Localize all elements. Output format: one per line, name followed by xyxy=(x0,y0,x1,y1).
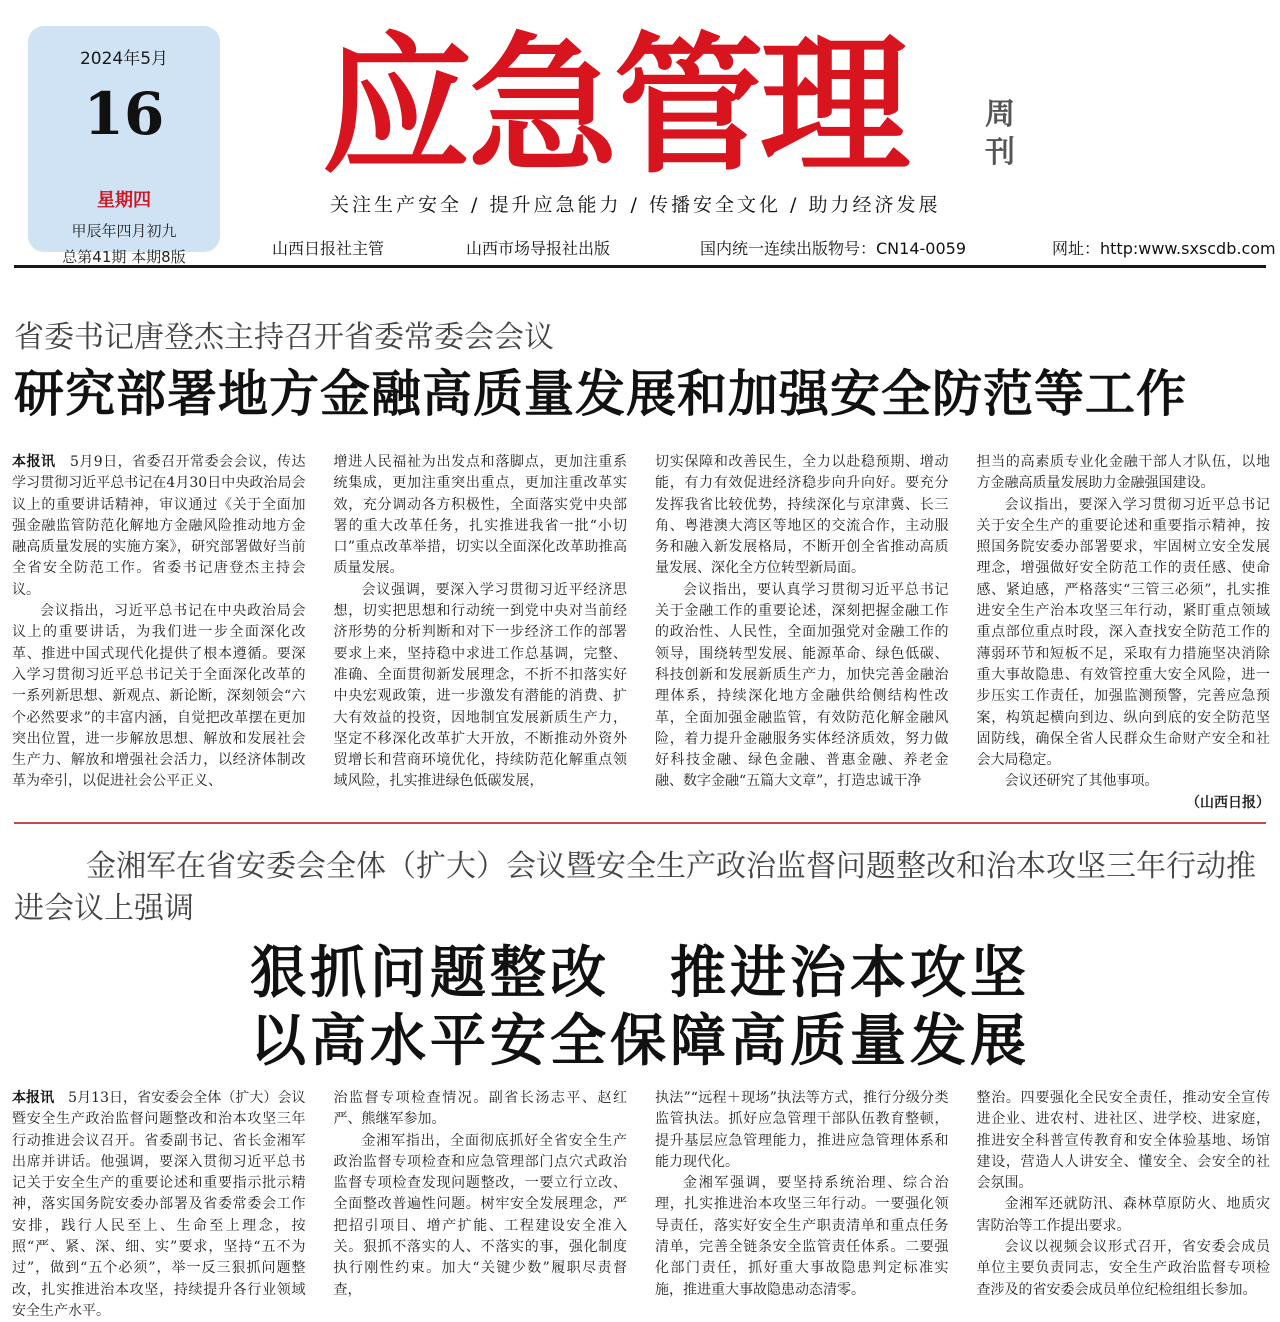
serial-number: 国内统一连续出版物号：CN14-0059 xyxy=(700,239,966,258)
website[interactable]: 网址：http:www.sxscdb.com xyxy=(1052,239,1276,258)
slogan: 关注生产安全 / 提升应急能力 / 传播安全文化 / 助力经济发展 xyxy=(330,194,941,216)
article2-paragraph: 执法”“远程＋现场”执法等方式，推行分级分类监管执法。抓好应急管理干部队伍教育整顿，提升基层应急管理能力，推进应急管理体系和能力现代化。 xyxy=(655,1090,949,1170)
article1-lead-label: 本报讯 xyxy=(12,454,56,470)
section-divider xyxy=(14,822,1266,824)
day-number: 16 xyxy=(83,80,165,148)
article2-paragraph: 会议以视频会议形式召开，省安委会成员单位主要负责同志，安全生产政治监督专项检查涉及的省安委会成员单位纪检组组长参加。 xyxy=(976,1239,1270,1298)
publisher: 山西市场导报社出版 xyxy=(466,239,611,258)
article2-body xyxy=(12,1088,1270,1319)
year-month: 2024年5月 xyxy=(79,49,169,69)
article2-paragraph: 整治。四要强化全民安全责任，推动安全宣传进企业、进农村、进社区、进学校、进家庭，推进安全科普宣传教育和安全体验基地、场馆建设，营造人人讲安全、懂安全、会安全的社会氛围。 xyxy=(976,1090,1270,1192)
article2-column-1 xyxy=(12,1088,306,1322)
sponsor: 山西日报社主管 xyxy=(272,239,385,258)
article2-column-3 xyxy=(655,1088,949,1322)
article1-column-1 xyxy=(12,452,306,814)
lunar-date: 甲辰年四月初九 xyxy=(71,222,177,240)
weekday: 星期四 xyxy=(97,190,151,211)
article1-paragraph: 本报讯 5月9日，省委召开常委会会议，传达学习贯彻习近平总书记在4月30日中央政治局会议上的重要讲话精神，审议通过《关于全面加强金融监管防范化解地方金融风险推动地方金融高质量发展的实施方案》，研究部署做好当前全省安全防范工作。省委书记唐登杰主持会议。 xyxy=(12,454,306,598)
article1-paragraph: 会议强调，要深入学习贯彻习近平经济思想，切实把思想和行动统一到党中央对当前经济形势的分析判断和对下一步经济工作的部署要求上来，坚持稳中求进工作总基调，完整、准确、全面贯彻新发展理念，不折不扣落实好中央宏观政策，进一步激发有潜能的消费、扩大有效益的投资，因地制宜发展新质生产力，坚定不移深化改革扩大开放，不断推动外资外贸增长和营商环境优化，持续防范化解重点领域风险，扎实推进绿色低碳发展， xyxy=(333,581,627,790)
article2-paragraph: 金湘军强调，要坚持系统治理、综合治理，扎实推进治本攻坚三年行动。一要强化领导责任，落实好安全生产职责清单和重点任务清单，完善全链条安全监管责任体系。二要强化部门责任，抓好重大事故隐患判定标准实施，推进重大事故隐患动态清零。 xyxy=(655,1175,949,1298)
publication-info-bar xyxy=(14,228,1276,268)
article1-body xyxy=(12,452,1270,811)
article2-paragraph: 本报讯 5月13日，省安委会全体（扩大）会议暨安全生产政治监督问题整改和治本攻坚三年行动推进会议召开。省委副书记、省长金湘军出席并讲话。他强调，要深入贯彻习近平总书记关于安全生产的重要论述和重要指示批示精神，落实国务院安委办部署及省委常委会工作安排，践行人民至上、生命至上理念，按照“严、紧、深、细、实”要求，坚持“五不为过”，做到“五个必须”，举一反三狠抓问题整改，扎实推进治本攻坚，持续提升各行业领域安全生产水平。 xyxy=(12,1090,306,1319)
article2-kicker: 金湘军在省安委会全体（扩大）会议暨安全生产政治监督问题整改和治本攻坚三年行动推进会议上强调 xyxy=(14,849,1256,926)
article1-paragraph: 切实保障和改善民生，全力以赴稳预期、增动能，有力有效促进经济稳步向升向好。要充分发挥我省比较优势，持续深化与京津冀、长三角、粤港澳大湾区等地区的交流合作，主动服务和融入新发展格局，不断开创全省推动高质量发展、深化全方位转型新局面。 xyxy=(655,454,949,577)
article2-headline-line1: 狠抓问题整改 推进治本攻坚 xyxy=(250,940,1030,1006)
weekly-label: 周刊 xyxy=(985,97,1015,170)
article2-paragraph: 治监督专项检查情况。副省长汤志平、赵红严、熊继军参加。 xyxy=(333,1090,627,1128)
article1-column-3 xyxy=(655,452,949,814)
issue-number: 总第41期 本期8版 xyxy=(62,248,186,266)
article1-source: （山西日报） xyxy=(1186,794,1270,811)
article2-column-4 xyxy=(977,1088,1271,1322)
article2-paragraph: 金湘军还就防汛、森林草原防火、地质灾害防治等工作提出要求。 xyxy=(976,1196,1270,1234)
article1-paragraph: 会议指出，要认真学习贯彻习近平总书记关于金融工作的重要论述，深刻把握金融工作的政治性、人民性，全面加强党对金融工作的领导，围绕转型发展、能源革命、绿色低碳、科技创新和发展新质生产力，加快完善金融治理体系，持续深化地方金融供给侧结构性改革，全面加强金融监管，有效防范化解金融风险，着力提升金融服务实体经济质效，努力做好科技金融、绿色金融、普惠金融、养老金融、数字金融“五篇大文章”，打造忠诚干净 xyxy=(655,581,949,790)
date-box xyxy=(28,26,220,266)
article1-paragraph: 担当的高素质专业化金融干部人才队伍，以地方金融高质量发展助力金融强国建设。 xyxy=(976,454,1270,492)
article1-kicker: 省委书记唐登杰主持召开省委常委会会议 xyxy=(14,320,554,355)
newspaper-title: 应急管理 xyxy=(322,18,907,194)
article1-headline: 研究部署地方金融高质量发展和加强安全防范等工作 xyxy=(14,364,1187,423)
article1-paragraph: 会议指出，习近平总书记在中央政治局会议上的重要讲话，为我们进一步全面深化改革、推进中国式现代化提供了根本遵循。要深入学习贯彻习近平总书记关于全面深化改革的一系列新思想、新观点、新论断，深刻领会“六个必然要求”的丰富内涵，自觉把改革摆在更加突出位置，进一步解放思想、解放和发展社会生产力、解放和增强社会活力，以经济体制改革为牵引，以促进社会公平正义、 xyxy=(12,603,306,790)
article1-paragraph: 会议指出，要深入学习贯彻习近平总书记关于安全生产的重要论述和重要指示精神，按照国务院安委办部署要求，牢固树立安全发展理念，增强做好安全防范工作的责任感、使命感、紧迫感，严格落实“三管三必须”，扎实推进安全生产治本攻坚三年行动，紧盯重点领域重点部位重点时段，深入查找安全防范工作的薄弱环节和短板不足，采取有力措施坚决消除重大事故隐患、有效管控重大安全风险，进一步压实工作责任，加强监测预警，完善应急预案，构筑起横向到边、纵向到底的安全防范坚固防线，确保全省人民群众生命财产安全和社会大局稳定。 xyxy=(976,496,1270,769)
article1-column-2 xyxy=(334,452,628,814)
article1-column-4 xyxy=(977,452,1271,814)
article2-lead-label: 本报讯 xyxy=(12,1090,55,1106)
article2-column-2 xyxy=(334,1088,628,1322)
article2-paragraph: 金湘军指出，全面彻底抓好全省安全生产政治监督专项检查和应急管理部门点穴式政治监督专项检查发现问题整改，一要立行立改、全面整改普遍性问题。树牢安全发展理念，严把招引项目、增产扩能、工程建设安全准入关。狠抓不落实的人、不落实的事，强化制度执行刚性约束。加大“关键少数”履职尽责督查， xyxy=(333,1132,627,1298)
article2-headline-line2: 以高水平安全保障高质量发展 xyxy=(250,1008,1030,1074)
article1-paragraph: 增进人民福祉为出发点和落脚点，更加注重系统集成，更加注重突出重点，更加注重改革实效，充分调动各方积极性，全面落实党中央部署的重大改革任务，扎实推进我省一批“小切口”重点改革举措，切实以全面深化改革助推高质量发展。 xyxy=(333,454,627,577)
article1-paragraph: 会议还研究了其他事项。 （山西日报） xyxy=(977,771,1271,792)
